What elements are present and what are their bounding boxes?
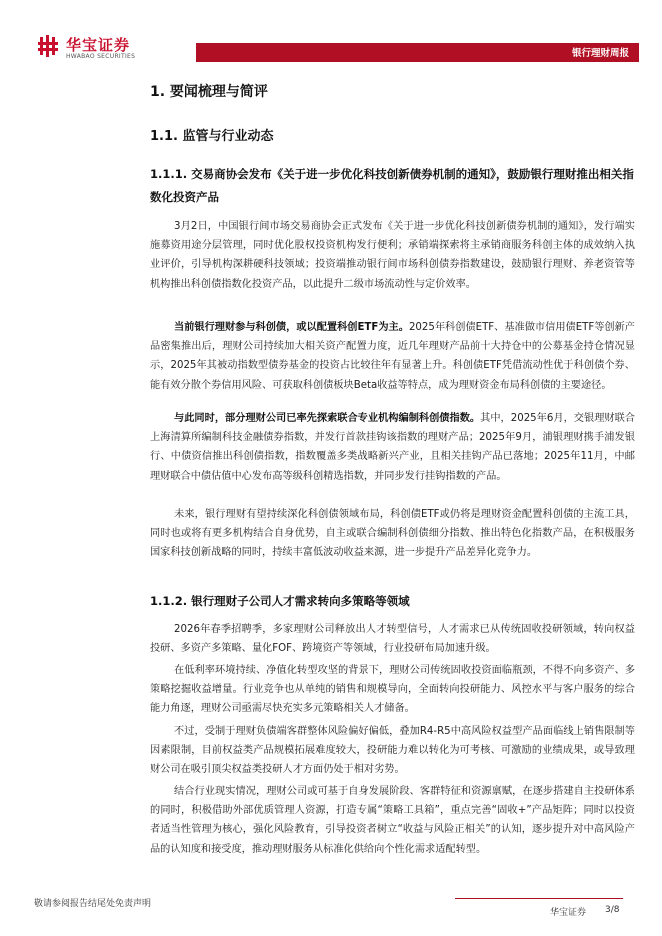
paragraph-1-1-1-c [150,409,635,486]
paragraph-1-1-2-a [150,620,635,658]
section-heading-1-1-2: 1.1.2. 银行理财子公司人才需求转向多策略等领域 [150,594,410,608]
logo-chinese-name: 华宝证券 [66,36,131,54]
paragraph-text: 在低利率环境持续、净值化转型攻坚的背景下，理财公司传统固收投资面临瓶颈，不得不向多资产、多策略挖掘收益增量。行业竞争也从单纯的销售和规模导向，全面转向投研能力、风控水平与客户服务的综合能力角逐，理财公司亟需尽快充实多元策略相关人才储备。 [150,665,635,715]
paragraph-1-1-2-b [150,661,635,719]
footer-brand: 华宝证券 [550,908,587,918]
paragraph-text: 结合行业现实情况，理财公司或可基于自身发展阶段、客群特征和资源禀赋，在逐步搭建自主投研体系的同时，积极借助外部优质管理人资源，打造专属“策略工具箱”，重点完善“固收+”产品矩阵；同时以投资者适当性管理为核心，强化风险教育，引导投资者树立“收益与风险正相关”的认知，逐步提升对中高风险产品的认知度和接受度，推动理财服务从标准化供给向个性化需求适配转型。 [150,786,635,855]
page-header [0,0,662,70]
paragraph-text: 未来，银行理财有望持续深化科创债领域布局，科创债ETF或仍将是理财资金配置科创债的主流工具，同时也或将有更多机构结合自身优势，自主或联合编制科创债细分指数、推出特色化指数产品，在积极服务国家科技创新战略的同时，持续丰富低波动收益来源，进一步提升产品差异化竞争力。 [150,509,635,559]
paragraph-lead-bold: 与此同时，部分理财公司已率先探索联合专业机构编制科创债指数。 [174,413,481,424]
section-heading-1-1: 1.1. 监管与行业动态 [150,129,274,144]
section-heading-1: 1. 要闻梳理与简评 [150,84,268,100]
paragraph-lead-bold: 当前银行理财参与科创债，或以配置科创ETF为主。 [174,322,409,333]
paragraph-text: 其中，2025年6月，交银理财联合上海清算所编制科技金融债券指数，并发行首款挂钩该指数的理财产品；2025年9月，浦银理财携手浦发银行、中债资信推出科创债指数，指数覆盖多类战略新兴产业，且相关挂钩产品已落地；2025年11月，中邮理财联合中债估值中心发布高等级科创精选指数，并同步发行挂钩指数的产品。 [150,413,635,482]
logo-mark-icon [38,34,62,58]
report-type-label: 银行理财周报 [571,48,629,59]
paragraph-text: 3月2日，中国银行间市场交易商协会正式发布《关于进一步优化科技创新债券机制的通知》，发行端实施募资用途分层管理，同时优化股权投资机构发行便利；承销端探索将主承销商服务科创主体的成效纳入执业评价，引导机构深耕硬科技领域；投资端推动银行间市场科创债券指数建设，鼓励银行理财、养老资管等机构推出科创债指数化投资产品，以此提升二级市场流动性与定价效率。 [150,221,635,290]
paragraph-1-1-1-d [150,505,635,563]
report-type-bar [196,43,639,62]
paragraph-text: 2025年科创债ETF、基准做市信用债ETF等创新产品密集推出后，理财公司持续加大相关资产配置力度，近几年理财产品前十大持仓中的公募基金持仓情况显示，2025年其被动指数型债券基金的投资占比较往年有显著上升。科创债ETF凭借流动性优于科创债个券、能有效分散个券信用风险、可获取科创债板块Beta收益等特点，成为理财资金布局科创债的主要途径。 [150,322,635,391]
paragraph-1-1-2-d [150,782,635,859]
page-number: 3/8 [605,905,620,915]
logo-english-name: HWABAO SECURITIES [66,53,136,60]
paragraph-1-1-1-b [150,318,635,395]
footer-disclaimer: 敬请参阅报告结尾处免责声明 [34,899,152,909]
paragraph-text: 2026年春季招聘季，多家理财公司释放出人才转型信号，人才需求已从传统固收投研领域，转向权益投研、多资产多策略、量化FOF、跨境资产等领域，行业投研布局加速升级。 [150,624,635,655]
paragraph-1-1-1-a [150,217,635,294]
company-logo [38,34,158,64]
footer-divider [455,898,623,899]
paragraph-1-1-2-c [150,722,635,780]
paragraph-text: 不过，受制于理财负债端客群整体风险偏好偏低，叠加R4-R5中高风险权益型产品面临线上销售限制等因素限制，目前权益类产品规模拓展难度较大，投研能力难以转化为可考核、可激励的业绩成果，或导致理财公司在吸引顶尖权益类投研人才方面仍处于相对劣势。 [150,726,635,776]
section-heading-1-1-1: 1.1.1. 交易商协会发布《关于进一步优化科技创新债券机制的通知》，鼓励银行理财推出相关指数化投资产品 [150,167,634,204]
